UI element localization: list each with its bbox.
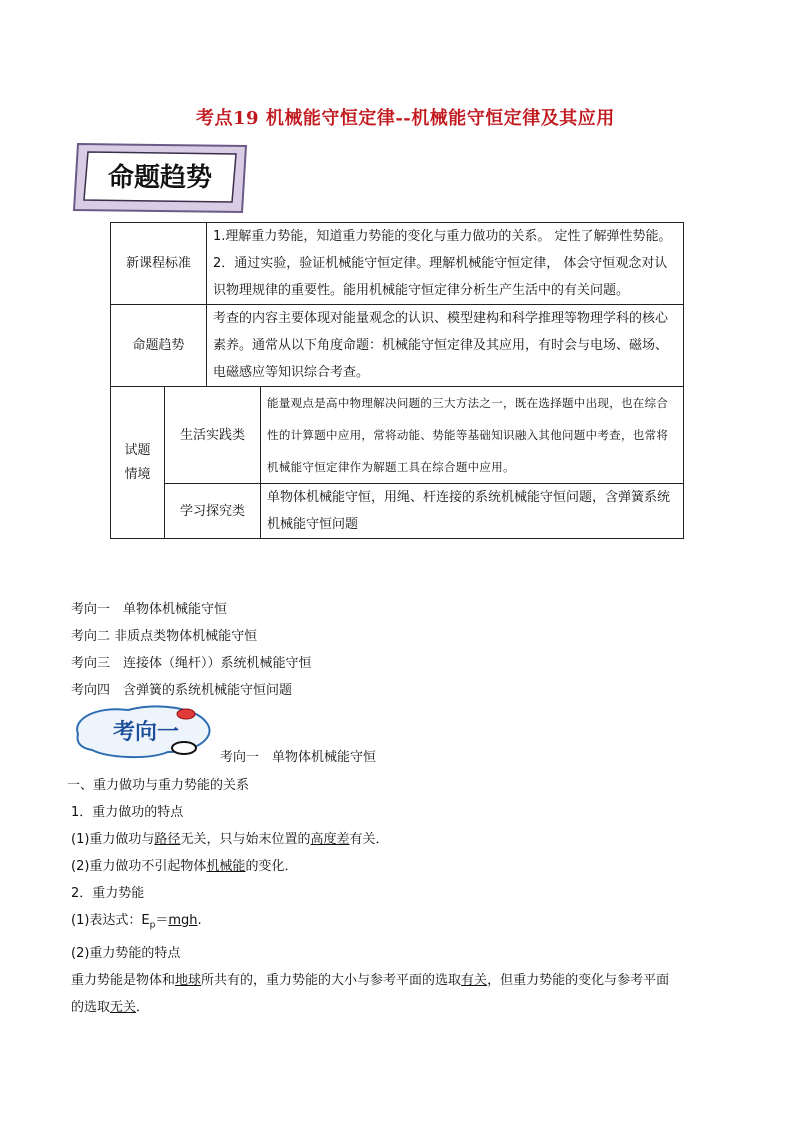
list-item: 考向二 非质点类物体机械能守恒 [71,629,258,644]
row-line: 1.理解重力势能，知道重力势能的变化与重力做功的关系。 定性了解弹性势能。 [213,229,672,244]
badge-label: 考向一 [112,719,180,745]
life-label: 生活实践类 [165,387,261,484]
table-row [111,223,684,305]
paragraph: (2)重力势能的特点 [71,945,181,961]
list-item: 考向三 连接体（绳杆））系统机械能守恒 [71,656,312,671]
study-text: 单物体机械能守恒，用绳、杆连接的系统机械能守恒问题，含弹簧系统机械能守恒问题 [261,484,684,539]
row-line: 考查的内容主要体现对能量观念的认识、模型建构和科学推理等物理学科的核心素养。通常从以下角度命题：机械能守恒定律及其应用，有时会与电场、磁场、电磁感应等知识综合考查。 [213,311,669,380]
trend-table [110,222,684,539]
row-label: 新课程标准 [111,223,207,305]
table-row [111,484,684,539]
table-row [111,305,684,387]
life-text: 能量观点是高中物理解决问题的三大方法之一，既在选择题中出现，也在综合性的计算题中应用，常将动能、势能等基础知识融入其他问题中考查，也常将机械能守恒定律作为解题工具在综合题中应用。 [261,387,684,484]
section-heading: 一、重力做功与重力势能的关系 [67,778,250,793]
direction-badge [68,700,218,764]
row-label: 命题趋势 [111,305,207,387]
row-text [207,305,684,387]
direction-list [71,596,312,704]
list-item: 考向四 含弹簧的系统机械能守恒问题 [71,683,293,698]
section-subheading: 考向一 单物体机械能守恒 [220,750,377,765]
banner-label: 命题趋势 [107,163,213,193]
item-heading: 2．重力势能 [71,886,145,901]
table-row [111,387,684,484]
scenario-label [111,387,165,539]
row-text [207,223,684,305]
paragraph: (2)重力做功不引起物体机械能的变化． [71,859,298,874]
paragraph: 的选取无关． [71,999,150,1015]
banner-trend [70,140,250,216]
paragraph: (1)表达式：$E_p=mgh$. [71,913,202,931]
paragraph: (1)重力做功与路径无关，只与始末位置的高度差有关． [71,832,389,847]
paragraph: 重力势能是物体和地球所共有的，重力势能的大小与参考平面的选取有关，但重力势能的变化与参考平面 [71,972,670,988]
study-label: 学习探究类 [165,484,261,539]
list-item: 考向一 单物体机械能守恒 [71,602,228,617]
row-line: 2．通过实验，验证机械能守恒定律。理解机械能守恒定律， 体会守恒观念对认识物理规律的重要性。能用机械能守恒定律分析生产生活中的有关问题。 [213,256,668,298]
badge-dot-icon [177,709,195,719]
scenario-label-line: 情境 [124,466,151,482]
scenario-label-line: 试题 [124,442,151,458]
page-title: 考点19 机械能守恒定律--机械能守恒定律及其应用 [196,108,615,129]
body-text [67,772,731,1021]
item-heading: 1．重力做功的特点 [71,805,184,820]
